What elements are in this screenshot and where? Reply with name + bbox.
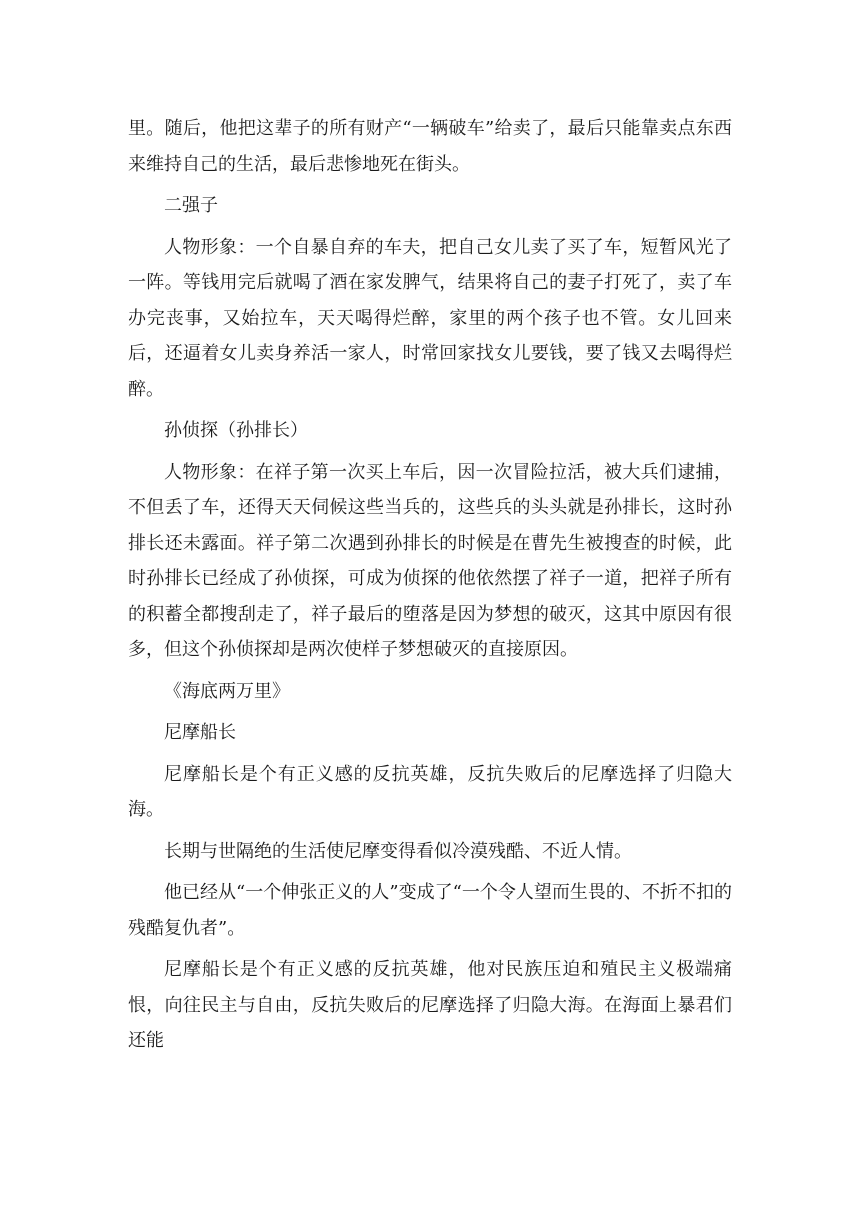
paragraph-sun-detective-character: 人物形象：在祥子第一次买上车后，因一次冒险拉活，被大兵们逮捕，不但丢了车，还得天天伺候这些当兵的，这些兵的头头就是孙排长，这时孙排长还未露面。祥子第二次遇到孙排长的时候是在曹先生被搜查的时候，此时孙排长已经成了孙侦探，可成为侦探的他依然摆了祥子一道，把祥子所有的积蓄全都搜刮走了，祥子最后的堕落是因为梦想的破灭，这其中原因有很多，但这个孙侦探却是两次使样子梦想破灭的直接原因。	[128, 461, 732, 660]
paragraph-nemo-1: 尼摩船长是个有正义感的反抗英雄，反抗失败后的尼摩选择了归隐大海。	[128, 763, 732, 820]
heading-erqiangzi: 二强子	[164, 195, 218, 216]
heading-book-title: 《海底两万里》	[164, 680, 290, 702]
paragraph-nemo-4: 尼摩船长是个有正义感的反抗英雄，他对民族压迫和殖民主义极端痛恨，向往民主与自由，反抗失败后的尼摩选择了归隐大海。在海面上暴君们还能	[128, 959, 732, 1051]
heading-captain-nemo: 尼摩船长	[164, 722, 236, 743]
document-body	[128, 111, 732, 1059]
heading-sun-detective: 孙侦探（孙排长）	[164, 420, 308, 441]
paragraph-nemo-2: 长期与世隔绝的生活使尼摩变得看似冷漠残酷、不近人情。	[164, 840, 632, 862]
paragraph-erqiangzi-character: 人物形象：一个自暴自弃的车夫，把自己女儿卖了买了车，短暂风光了一阵。等钱用完后就喝了酒在家发脾气，结果将自己的妻子打死了，卖了车办完丧事，又始拉车，天天喝得烂醉，家里的两个孩子也不管。女儿回来后，还逼着女儿卖身养活一家人，时常回家找女儿要钱，要了钱又去喝得烂醉。	[128, 236, 732, 400]
paragraph-continuation: 里。随后，他把这辈子的所有财产“一辆破车”给卖了，最后只能靠卖点东西来维持自己的生活，最后悲惨地死在街头。	[128, 118, 732, 175]
paragraph-nemo-3: 他已经从“一个伸张正义的人”变成了“一个令人望而生畏的、不折不扣的残酷复仇者”。	[128, 882, 732, 939]
